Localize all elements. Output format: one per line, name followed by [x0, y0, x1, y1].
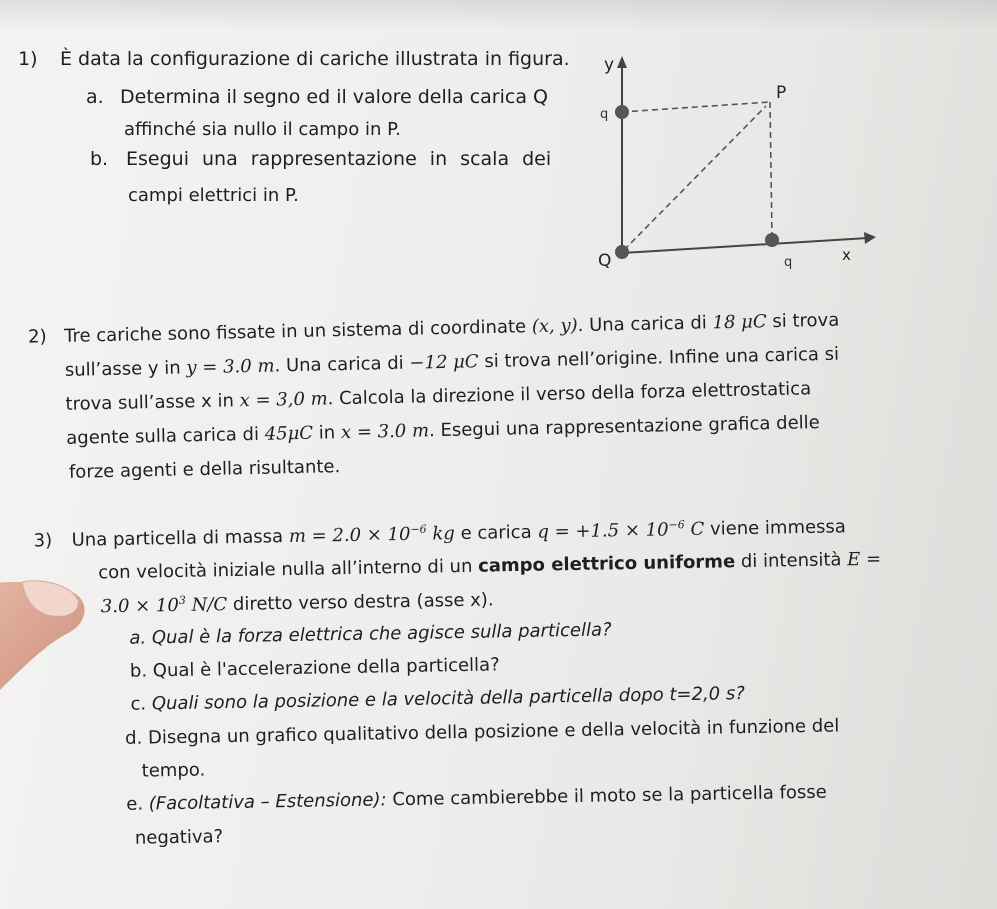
p2-charge-45: 45μC: [264, 422, 314, 445]
problem-1-number: 1): [18, 48, 38, 70]
p3-a-text: Qual è la forza elettrica che agisce sulla particella?: [151, 619, 612, 649]
p3-l2-b: di intensità: [740, 549, 842, 573]
problem-2-line-4: [66, 412, 820, 450]
p3-c-label: c.: [130, 693, 147, 715]
problem-3-line-1: [71, 516, 846, 552]
right-dashed-line: [770, 102, 772, 238]
x-axis-arrow: [864, 232, 876, 244]
point-P-label: P: [776, 83, 787, 103]
charge-q-top-label: q: [600, 107, 609, 122]
problem-1-a-line1: Determina il segno ed il valore della carica Q: [120, 86, 548, 108]
diagonal-dashed-line: [624, 106, 766, 250]
problem-3-d-line-1: [125, 715, 840, 749]
charge-Q-dot: [615, 245, 629, 259]
p3-b-text: Qual è l'accelerazione della particella?: [152, 654, 500, 682]
p3-charge-exp: −6: [668, 518, 685, 532]
p3-a-label: a.: [129, 627, 147, 649]
problem-3-line-2: [98, 549, 881, 585]
y-axis-label: y: [604, 55, 615, 75]
charge-configuration-figure: [570, 40, 890, 280]
problem-1-b-label: b.: [90, 148, 109, 170]
problem-1-a-label: a.: [86, 86, 104, 108]
p2-charge-minus12: −12 μC: [409, 351, 479, 374]
top-dashed-line: [622, 102, 770, 112]
problem-2-line-5: forze agenti e della risultante.: [68, 456, 341, 483]
p3-E: E =: [847, 548, 882, 571]
p2-charge-18: 18 μC: [712, 311, 767, 334]
p2-l2-b: . Una carica di: [274, 352, 404, 377]
page-shadow: [0, 0, 997, 30]
p2-l1-b: . Una carica di: [577, 312, 708, 337]
problem-3-e-line-2: negativa?: [134, 826, 224, 849]
p3-E-number: 3.0 × 10: [100, 594, 180, 618]
problem-3-a: [129, 619, 612, 649]
problem-1-b-line2: campi elettrici in P.: [128, 185, 299, 206]
p2-coordinates: (x, y): [531, 315, 578, 338]
p3-charge: [537, 519, 704, 543]
finger-photo-element: [0, 560, 100, 710]
charge-q-right-dot: [765, 233, 779, 247]
problem-1-b-line1: Esegui una rappresentazione in scala dei: [126, 148, 552, 170]
y-axis-arrow: [617, 56, 627, 68]
problem-3-number: 3): [33, 530, 53, 552]
charge-q-top-dot: [615, 105, 629, 119]
p2-l3-b: . Calcola la direzione il verso della forza elettrostatica: [327, 378, 812, 410]
p3-mass-value: m = 2.0 × 10: [288, 523, 411, 548]
p2-l2-a: sull’asse y in: [64, 357, 181, 381]
p3-l2-a: con velocità iniziale nulla all’interno di un: [98, 555, 473, 584]
p3-mass-unit: kg: [432, 523, 456, 545]
p2-l4-b: in: [318, 422, 336, 444]
x-axis-line: [622, 238, 868, 253]
p2-y-position: y = 3.0 m: [186, 355, 275, 379]
p3-E-exp: 3: [178, 593, 186, 607]
p3-l1-b: e carica: [460, 521, 532, 545]
p3-mass-exp: −6: [410, 522, 427, 536]
p2-l3-a: trova sull’asse x in: [65, 390, 235, 415]
p3-c-text: Quali sono la posizione e la velocità della particella dopo t=2,0 s?: [151, 683, 745, 715]
charge-Q-label: Q: [598, 251, 612, 271]
p3-l1-c: viene immessa: [709, 516, 847, 540]
charge-q-right-label: q: [784, 255, 793, 270]
problem-3-d-line-2: tempo.: [141, 759, 206, 782]
problem-3-line-3: [101, 589, 494, 618]
p3-e-label: e.: [126, 793, 144, 815]
problem-3-e-line-1: [126, 782, 827, 816]
p3-E-value: [101, 594, 228, 617]
problem-3-c: [130, 683, 745, 716]
problem-2-line-3: [65, 378, 811, 416]
x-axis-label: x: [842, 246, 851, 264]
p2-l1-c: si trova: [772, 309, 840, 333]
p3-l1-a: Una particella di massa: [71, 526, 284, 551]
p3-l3-b: diretto verso destra (asse x).: [232, 589, 494, 615]
p2-l4-a: agente sulla carica di: [66, 423, 260, 449]
p3-E-unit: N/C: [191, 594, 228, 616]
problem-2-line-1: [64, 310, 840, 348]
p2-x-position-2: x = 3.0 m: [340, 420, 430, 444]
p2-x-position: x = 3,0 m: [239, 388, 328, 412]
p3-mass: [289, 523, 455, 547]
p3-e-line1: Come cambierebbe il moto se la particella fosse: [392, 781, 827, 811]
p2-l1-a: Tre cariche sono fissate in un sistema di coordinate: [63, 316, 527, 347]
p2-l4-c: . Esegui una rappresentazione grafica delle: [428, 412, 820, 442]
p3-uniform-field: campo elettrico uniforme: [477, 551, 736, 577]
problem-3-b: [130, 654, 500, 682]
p3-b-label: b.: [129, 660, 148, 682]
problem-1-intro: È data la configurazione di cariche illustrata in figura.: [60, 48, 570, 70]
figure-svg: [570, 40, 890, 280]
problem-2-number: 2): [27, 326, 47, 348]
p3-charge-value: q = +1.5 × 10: [537, 519, 669, 543]
p3-charge-unit: C: [690, 518, 705, 540]
p3-d-label: d.: [124, 727, 143, 749]
p3-d-line1: Disegna un grafico qualitativo della posizione e della velocità in funzione del: [147, 715, 840, 749]
problem-1-a-line2: affinché sia nullo il campo in P.: [124, 119, 401, 140]
p2-l2-c: si trova nell’origine. Infine una carica si: [484, 343, 840, 373]
problem-2-line-2: [65, 344, 840, 382]
p3-e-italic: (Facoltativa – Estensione):: [148, 789, 387, 815]
